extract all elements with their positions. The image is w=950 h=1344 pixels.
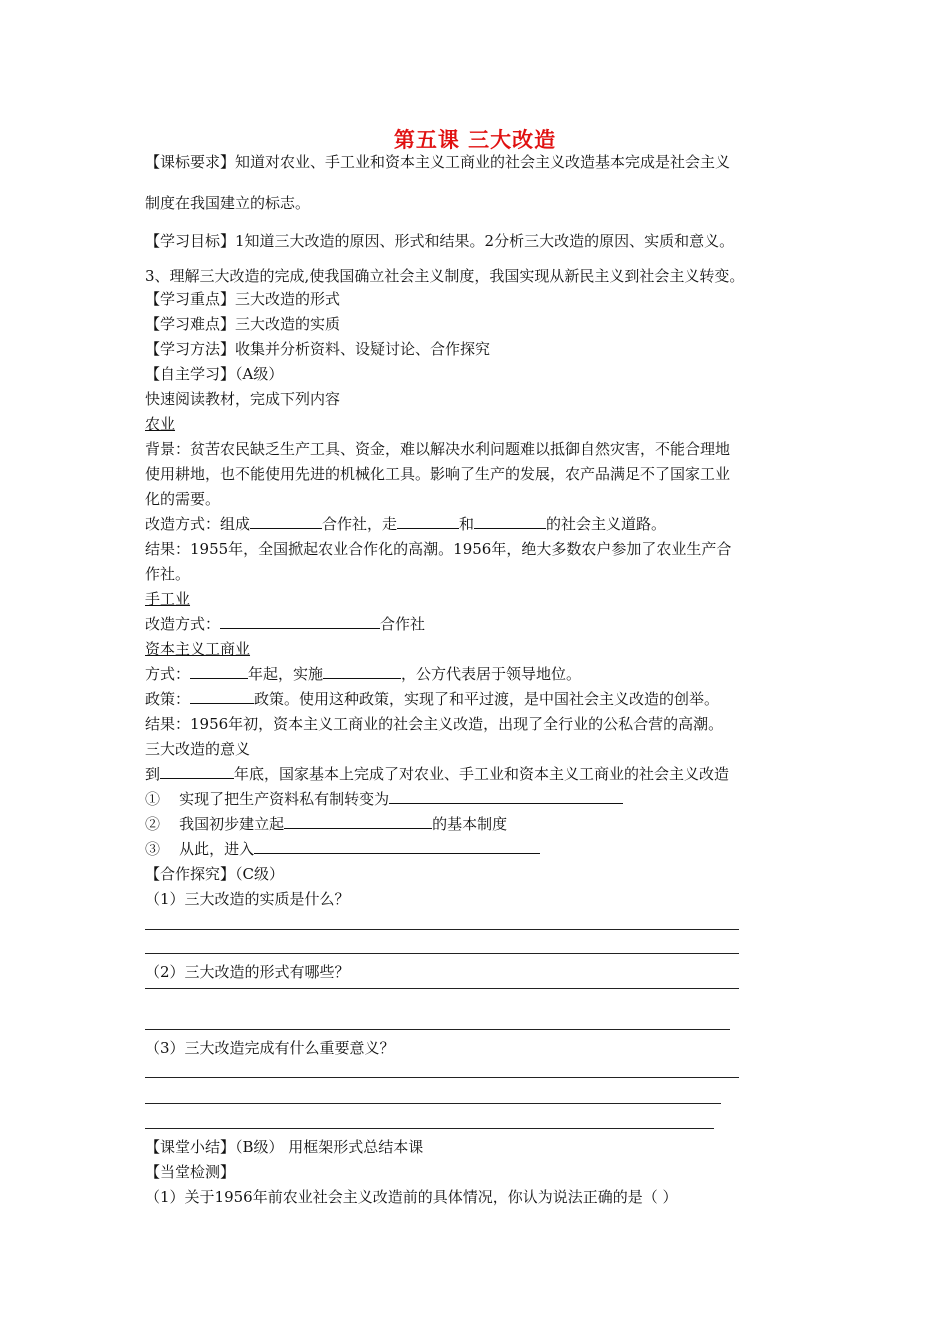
capitalist-commerce-heading: 资本主义工商业 <box>145 640 251 658</box>
difficult-point: 【学习难点】三大改造的实质 <box>145 315 341 333</box>
handicraft-heading: 手工业 <box>145 590 191 608</box>
learning-objectives: 【学习目标】1知道三大改造的原因、形式和结果。2分析三大改造的原因、实质和意义。 <box>145 232 735 250</box>
fill-blank[interactable] <box>190 689 254 704</box>
answer-line[interactable] <box>145 953 739 954</box>
agriculture-heading: 农业 <box>145 415 176 433</box>
agriculture-background-2: 使用耕地，也不能使用先进的机械化工具。影响了生产的发展，农产品满足不了国家工业 <box>145 465 731 483</box>
agriculture-result-2: 作社。 <box>145 565 191 583</box>
fill-blank[interactable] <box>250 514 322 529</box>
fill-blank[interactable] <box>323 664 401 679</box>
handicraft-method: 改造方式： 合作社 <box>145 615 426 633</box>
answer-line[interactable] <box>145 988 739 989</box>
capitalist-result: 结果：1956年初，资本主义工商业的社会主义改造，出现了全行业的公私合营的高潮。 <box>145 715 724 733</box>
answer-line[interactable] <box>145 1077 739 1078</box>
capitalist-policy: 政策： 政策。使用这种政策，实现了和平过渡，是中国社会主义改造的创举。 <box>145 690 720 708</box>
agriculture-background: 背景：贫苦农民缺乏生产工具、资金，难以解决水利问题难以抵御自然灾害，不能合理地 <box>145 440 731 458</box>
learning-method: 【学习方法】收集并分析资料、设疑讨论、合作探究 <box>145 340 491 358</box>
lesson-title: 第五课 三大改造 <box>393 128 557 152</box>
question-3: （3）三大改造完成有什么重要意义？ <box>145 1039 395 1057</box>
self-study-heading: 【自主学习】（A级） <box>145 365 284 383</box>
significance-item-3: ③ 从此，进入 <box>145 839 540 859</box>
agriculture-background-3: 化的需要。 <box>145 490 221 508</box>
fill-blank[interactable] <box>284 814 432 829</box>
fill-blank[interactable] <box>474 514 546 529</box>
answer-line[interactable] <box>145 929 739 930</box>
test-question-1: （1）关于1956年前农业社会主义改造前的具体情况，你认为说法正确的是（ ） <box>145 1188 678 1206</box>
fill-blank[interactable] <box>389 789 623 804</box>
agriculture-result: 结果：1955年，全国掀起农业合作化的高潮。1956年，绝大多数农户参加了农业生产合 <box>145 540 732 558</box>
answer-line[interactable] <box>145 1103 721 1104</box>
agriculture-method: 改造方式：组成 合作社，走 和 的社会主义道路。 <box>145 515 667 533</box>
question-2: （2）三大改造的形式有哪些？ <box>145 963 350 981</box>
answer-line[interactable] <box>145 1128 714 1129</box>
fill-blank[interactable] <box>397 514 459 529</box>
significance-heading: 三大改造的意义 <box>145 740 251 758</box>
answer-line[interactable] <box>145 1029 730 1030</box>
question-1: （1）三大改造的实质是什么？ <box>145 890 350 908</box>
fill-blank[interactable] <box>254 839 540 854</box>
fill-blank[interactable] <box>160 764 234 779</box>
significance-item-2: ② 我国初步建立起 的基本制度 <box>145 815 508 833</box>
curriculum-requirement: 【课标要求】知道对农业、手工业和资本主义工商业的社会主义改造基本完成是社会主义 <box>145 153 731 171</box>
significance-item-1: ① 实现了把生产资料私有制转变为 <box>145 789 623 809</box>
cooperative-inquiry-heading: 【合作探究】（C级） <box>145 865 284 883</box>
class-summary: 【课堂小结】（B级） 用框架形式总结本课 <box>145 1138 424 1156</box>
learning-objectives-3: 3、理解三大改造的完成,使我国确立社会主义制度，我国实现从新民主义到社会主义转变。 <box>145 267 745 285</box>
curriculum-requirement-cont: 制度在我国建立的标志。 <box>145 194 311 212</box>
fill-blank[interactable] <box>220 614 380 629</box>
significance-intro: 到 年底，国家基本上完成了对农业、手工业和资本主义工商业的社会主义改造 <box>145 765 730 783</box>
in-class-test-heading: 【当堂检测】 <box>145 1163 236 1181</box>
fill-blank[interactable] <box>190 664 248 679</box>
reading-instruction: 快速阅读教材，完成下列内容 <box>145 390 341 408</box>
key-point: 【学习重点】三大改造的形式 <box>145 290 341 308</box>
capitalist-method: 方式： 年起，实施 ，公方代表居于领导地位。 <box>145 665 582 683</box>
